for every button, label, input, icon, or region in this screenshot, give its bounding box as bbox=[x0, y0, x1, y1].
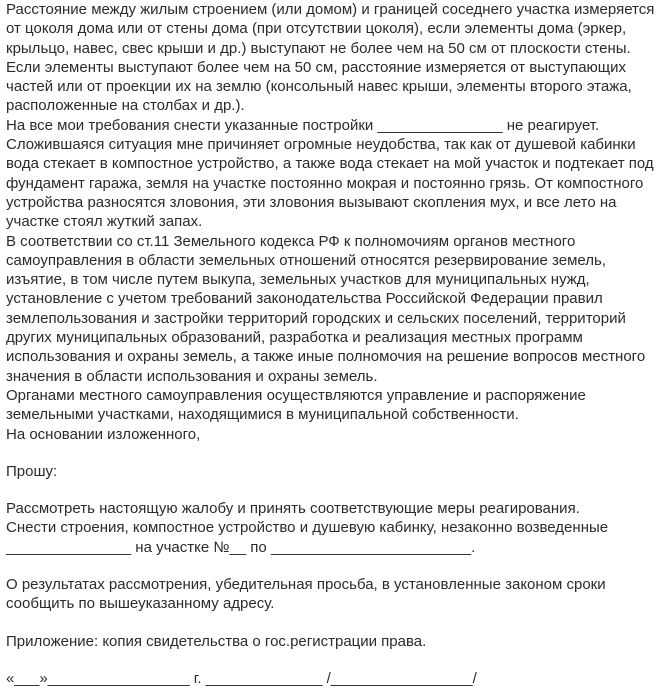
paragraph-distance-rules: Расстояние между жилым строением (или домом) и границей соседнего участка измеряется от цоколя дома или от стены дома (при отсутствии цоколя), если элементы дома (эркер, крыльцо, навес, свес крыши и др.) выступают не более чем на 50 см от плоскости стены. Если элементы выступают более чем на 50 см, расстояние измеряется от выступающих частей или от проекции их на землю (консольный навес крыши, элементы второго этажа, расположенные на столбах и др.). bbox=[6, 1, 655, 115]
request-item-demolish: Снести строения, компостное устройство и душевую кабинку, незаконно возведенные _______________ на участке №__ по ________________________. bbox=[6, 519, 609, 556]
paragraph-demands-ignored: На все мои требования снести указанные постройки _______________ не реагирует. Сложившаяся ситуация мне причиняет огромные неудобства, так как от душевой кабинки вода стекает в компостное устройство, а также вода стекает на мой участок и подтекает под фундамент гаража, земля на участке постоянно мокрая и постоянно грязь. От компостного устройства разносятся зловония, эти зловония вызывают скопления мух, и все лето на участке стоял жуткий запах. bbox=[6, 116, 654, 231]
paragraph-land-code-article: В соответствии со ст.11 Земельного кодекса РФ к полномочиям органов местного самоуправления в области земельных отношений относятся резервирование земель, изъятие, в том числе путем выкупа, земельных участков для муниципальных нужд, установление с учетом требований законодательства Российской Федерации правил землепользования и застройки территорий городских и сельских поселений, территорий других муниципальных образований, разработка и реализация местных программ использования и охраны земель, а также иные полномочия на решение вопросов местного значения в области использования и охраны земель. bbox=[6, 232, 646, 385]
request-item-review: Рассмотреть настоящую жалобу и принять соответствующие меры реагирования. bbox=[6, 500, 580, 518]
request-heading: Прошу: bbox=[6, 462, 58, 480]
attachment-line: Приложение: копия свидетельства о гос.регистрации права. bbox=[6, 632, 427, 650]
paragraph-based-on: На основании изложенного, bbox=[6, 425, 201, 443]
paragraph-results-notice: О результатах рассмотрения, убедительная просьба, в установленные законом сроки сообщить по вышеуказанному адресу. bbox=[6, 576, 606, 613]
paragraph-municipal-management: Органами местного самоуправления осуществляются управление и распоряжение земельными участками, находящимися в муниципальной собственности. bbox=[6, 386, 586, 424]
signature-date-line: «___»_________________ г. ______________ /_________________/ bbox=[6, 669, 477, 687]
